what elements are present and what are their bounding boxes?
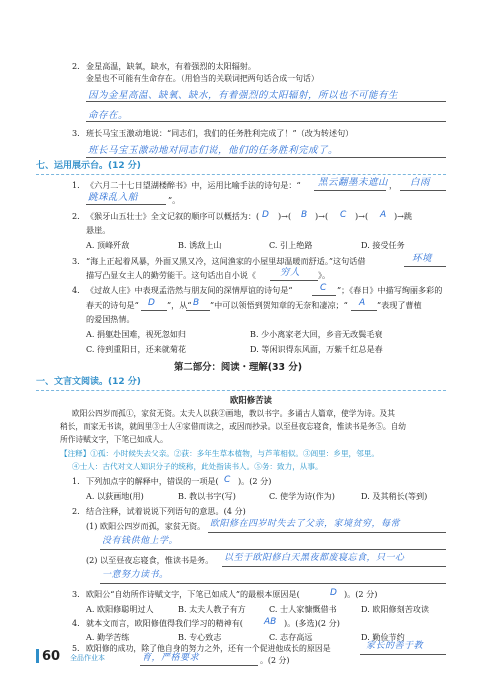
r2-s1-text: 欧阳公四岁而孤，家贫无资。 (100, 521, 206, 531)
passage-notes1: 【注释】①孤：小时候失去父亲。②荻：多年生草本植物，与芦苇相似。③闾里：乡里，邻里。 (60, 449, 379, 458)
q2-line1: 金星高温，缺氧，缺水，有着强烈的太阳辐射。 (86, 61, 256, 71)
s7q2-answer3[interactable]: C (340, 210, 347, 220)
answer-line (86, 121, 446, 122)
answer-line (100, 549, 446, 550)
s7q2-option-b: B. 诱敌上山 (178, 240, 222, 250)
part2-title: 第二部分：阅读・理解(33 分) (174, 362, 303, 373)
r5-text: 欧阳修的成功，除了他自身的努力之外，还有一个促进他成长的原因是 (86, 644, 331, 653)
r1-tail: )。(2 分) (238, 476, 272, 486)
s7q4-option-a: A. 捐躯赴国难，视死忽如归 (86, 329, 187, 339)
answer-line (404, 266, 446, 267)
answer-line (186, 310, 210, 311)
s7q2-tail: )→跳 (394, 211, 413, 221)
s7q2-answer2[interactable]: B (301, 210, 308, 220)
s7q1-separator: ， (389, 180, 398, 190)
s7q4-line2b: ”，从“ (167, 300, 192, 310)
q2-number: 2. (72, 61, 80, 71)
r1-number: 1. (72, 476, 80, 486)
footer-accent-bar (36, 649, 39, 663)
s7q4-line2a: 春天的诗句是“ (86, 300, 139, 310)
r2-text: 结合注释，试着说说下列语句的意思。(4 分) (86, 506, 246, 516)
answer-line (86, 157, 446, 158)
s7q2-line2: 悬崖。 (86, 225, 111, 235)
s7q4-number: 4. (72, 285, 80, 295)
s7q2-arrow3: )→( (355, 211, 369, 221)
r1-answer[interactable]: C (224, 475, 231, 485)
r4-option-c: C. 志存高远 (269, 632, 313, 642)
r4-text: 就本文而言，欧阳修值得我们学习的精神有( (86, 618, 243, 628)
r3-number: 3. (72, 589, 80, 599)
s7q4-text1: 《过故人庄》中表现孟浩然与朋友间的深情厚谊的诗句是“ (86, 285, 293, 295)
r1-option-a: A. 以荻画地(用) (86, 491, 144, 501)
r1-option-d: D. 及其稍长(等到) (361, 491, 428, 501)
s7q1-number: 1. (72, 180, 80, 190)
s7q4-option-c: C. 待到重阳日，还来就菊花 (86, 344, 187, 354)
passage-line2: 稍长，而家无书读，就闾里③士人④家借而读之，或因而抄录。以至昼夜忘寝食，惟读书是务⑤。自幼 (60, 422, 406, 431)
r5-answer2[interactable]: 育，严格要求 (142, 653, 200, 663)
r3-option-b: B. 太夫人教子有方 (178, 604, 246, 614)
s7q1-answer1[interactable]: 黑云翻墨未遮山 (318, 177, 389, 188)
s7q4-line3: 的爱国热情。 (86, 314, 135, 324)
r2-s1-answer2[interactable]: 没有钱供他上学。 (102, 536, 179, 546)
r5-answer1[interactable]: 家长的善于教 (366, 641, 424, 651)
s7q4-option-b: B. 少小离家老大回，乡音无改鬓毛衰 (250, 329, 383, 339)
s7q2-answer1[interactable]: D (262, 210, 269, 220)
s7q2-option-c: C. 引上绝路 (269, 240, 313, 250)
s7q1-answer3[interactable]: 跳珠乱入船 (88, 192, 139, 203)
r5-tail: 。(2 分) (260, 656, 290, 665)
r4-option-b: B. 专心致志 (178, 632, 222, 642)
r2-s2-answer1[interactable]: 以至于欧阳修白天黑夜都废寝忘食，只一心 (224, 553, 405, 563)
q3-answer[interactable]: 班长马宝玉激动地对同志们说，他们的任务胜利完成了。 (88, 145, 339, 156)
answer-line (314, 190, 386, 191)
footer-brand: 全品作业本 (70, 654, 105, 662)
q2-answer-line1[interactable]: 因为金星高温、缺氧、缺水，有着强烈的太阳辐射，所以也不可能有生 (88, 90, 399, 101)
r2-s2-number: (2) (86, 555, 98, 565)
r3-option-c: C. 士人家慷慨借书 (269, 604, 337, 614)
q3-number: 3. (72, 128, 80, 138)
s7q3-answer1[interactable]: 环境 (412, 253, 433, 264)
passage-line3: 所作诗赋文字，下笔已如成人。 (60, 435, 168, 444)
s7q2-arrow1: )→( (278, 211, 292, 221)
answer-line (86, 204, 166, 205)
r2-s1-answer1[interactable]: 欧阳修在四岁时失去了父亲，家境贫穷，每常 (210, 519, 401, 529)
answer-line (100, 583, 446, 584)
r2-number: 2. (72, 506, 80, 516)
r4-tail: )。(多选)(2 分) (284, 618, 340, 628)
r1-option-c: C. 使学为诗(作为) (269, 491, 335, 501)
answer-line (312, 295, 336, 296)
s7q4-line2c: ”中可以领悟到贺知章的无奈和凄凉；“ (210, 300, 348, 310)
r2-s2-answer2[interactable]: 一意努力读书。 (102, 570, 169, 580)
answer-line (351, 310, 377, 311)
r1-option-b: B. 教以书字(写) (178, 491, 236, 501)
s7q3-line2b: 》。 (318, 270, 331, 280)
page-number: 60 (42, 649, 61, 664)
r4-answer[interactable]: AB (264, 617, 277, 627)
section-divider (36, 390, 446, 391)
s7q1-text: 《六月二十七日望湖楼醉书》中，运用比喻手法的诗句是：“ (86, 180, 301, 190)
r4-option-d: D. 勤俭节约 (361, 632, 405, 642)
s7q4-answer2[interactable]: D (148, 298, 155, 308)
passage-title: 欧阳修苦读 (230, 395, 272, 405)
s7q4-text2: ”；《春日》中描写绚丽多彩的 (337, 285, 443, 295)
s7q4-answer3[interactable]: B (193, 298, 200, 308)
s7q4-line2d: ”表现了曹植 (377, 300, 422, 310)
r2-s2-text: 以至昼夜忘寝食，惟读书是务。 (100, 555, 214, 565)
q2-answer-line2[interactable]: 命存在。 (88, 110, 129, 121)
s7q3-line2a: 描写凸显女主人的勤劳能干。这句话出自小说《 (86, 270, 256, 280)
s7q1-answer2[interactable]: 白雨 (410, 177, 431, 188)
s7q1-end: ”。 (168, 195, 181, 205)
r5-number: 5. (72, 644, 80, 653)
s7q3-number: 3. (72, 256, 80, 266)
answer-line (140, 665, 258, 666)
passage-line1: 欧阳公四岁而孤①，家贫无资。太夫人以荻②画地，教以书字。多诵古人篇章，使学为诗。及其 (72, 409, 395, 418)
answer-line (400, 190, 446, 191)
s7q2-option-d: D. 接受任务 (361, 240, 405, 250)
answer-line (208, 532, 446, 533)
r4-number: 4. (72, 618, 80, 628)
s7q2-text: 《猴牙山五壮士》全文记叙的顺序可以概括为：( (86, 211, 260, 221)
answer-line (270, 280, 318, 281)
answer-line (222, 566, 446, 567)
answer-line (141, 310, 167, 311)
s7q3-answer2[interactable]: 穷人 (280, 267, 301, 278)
s7q4-answer1[interactable]: C (320, 283, 327, 293)
r3-tail: )。(2 分) (344, 589, 378, 599)
q3-text: 班长马宝玉激动地说：“同志们，我们的任务胜利完成了！”（改为转述句） (86, 128, 354, 138)
s7q2-number: 2. (72, 211, 80, 221)
s7q4-answer4[interactable]: A (359, 298, 366, 308)
s7q3-text: “海上正起着风暴，外面又黑又冷，这间渔家的小屋里却温暖而舒适。”这句话借 (86, 256, 366, 266)
answer-line (360, 654, 446, 655)
r4-option-a: A. 勤学苦练 (86, 632, 130, 642)
r1-text: 下列加点字的解释中，错误的一项是( (86, 476, 219, 486)
s7q2-arrow2: )→( (315, 211, 329, 221)
answer-line (86, 101, 446, 102)
r3-text: 欧阳公“自幼所作诗赋文字，下笔已如成人”的最根本原因是( (86, 589, 300, 599)
passage-notes2: ④士人：古代对文人知识分子的统称，此处指读书人。⑤务：致力，从事。 (72, 462, 323, 471)
r2-s1-number: (1) (86, 521, 98, 531)
r3-answer[interactable]: D (330, 588, 337, 598)
s7q2-option-a: A. 顶峰歼敌 (86, 240, 130, 250)
r3-option-d: D. 欧阳修刻苦攻读 (361, 604, 430, 614)
section-divider (36, 174, 446, 175)
s7q4-option-d: D. 等闲识得东风面，万紫千红总是春 (250, 344, 383, 354)
q2-line2: 金星也不可能有生命存在。（用恰当的关联词把两句话合成一句话） (86, 74, 319, 83)
r3-option-a: A. 欧阳修聪明过人 (86, 604, 154, 614)
section7-title: 七、运用展示台。(12 分) (36, 161, 141, 171)
s7q2-answer4[interactable]: A (380, 210, 387, 220)
section-a-title: 一、文言文阅读。(12 分) (36, 377, 141, 387)
